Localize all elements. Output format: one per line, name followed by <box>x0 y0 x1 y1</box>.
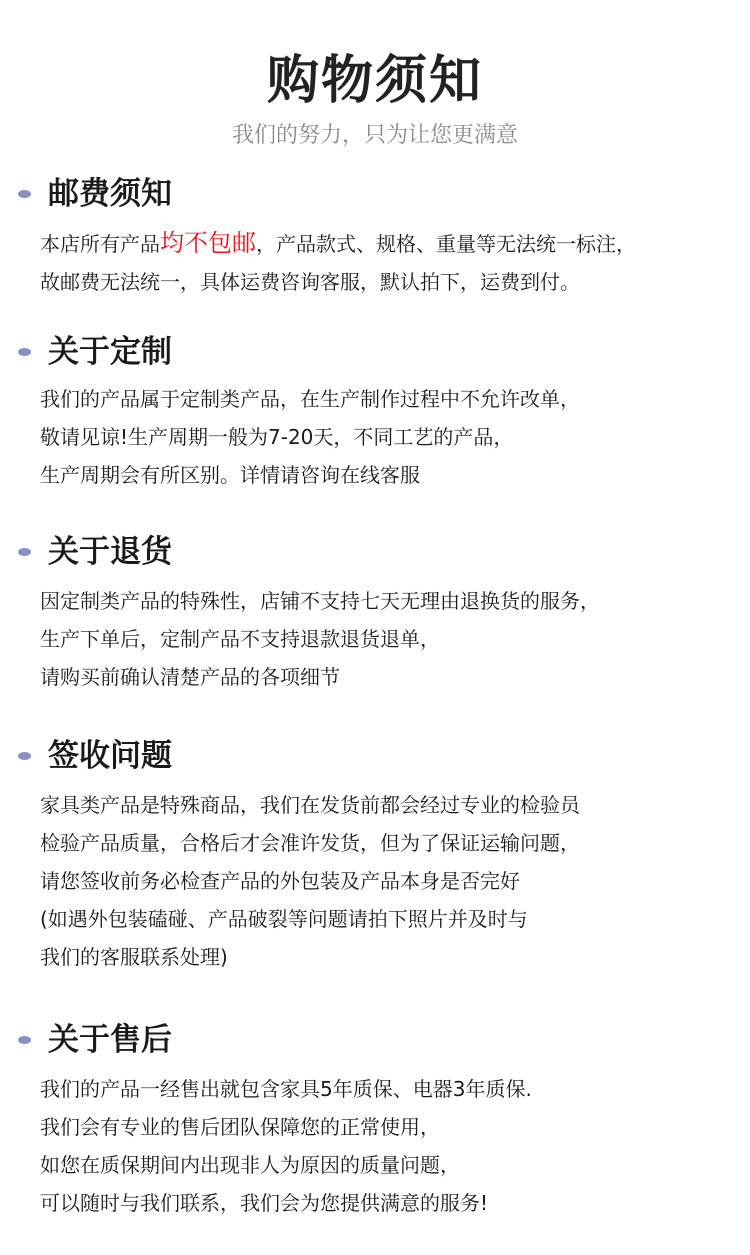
section-custom <box>0 330 750 487</box>
section-title: 关于售后 <box>48 1022 172 1058</box>
bullet-dot <box>18 190 31 198</box>
section-line: 家具类产品是特殊商品，我们在发货前都会经过专业的检验员 <box>40 793 580 817</box>
section-line: 我们的客服联系处理) <box>40 945 228 969</box>
page-subtitle: 我们的努力，只为让您更满意 <box>231 123 518 148</box>
section-title: 关于退货 <box>48 534 172 570</box>
section-title: 关于定制 <box>48 334 172 370</box>
bullet-dot <box>18 348 31 356</box>
highlight-text: 均不包邮 <box>160 229 256 257</box>
section-shipping <box>0 172 750 294</box>
section-title: 邮费须知 <box>48 176 172 212</box>
section-line: 本店所有产品均不包邮，产品款式、规格、重量等无法统一标注， <box>40 229 636 257</box>
section-line: 我们的产品属于定制类产品，在生产制作过程中不允许改单， <box>40 387 580 411</box>
section-line: 生产周期会有所区别。详情请咨询在线客服 <box>40 463 420 487</box>
section-line: 请购买前确认清楚产品的各项细节 <box>40 665 340 689</box>
section-line: 我们会有专业的售后团队保障您的正常使用， <box>40 1115 440 1139</box>
section-line: 请您签收前务必检查产品的外包装及产品本身是否完好 <box>40 869 520 893</box>
section-after-sales <box>0 1018 750 1215</box>
section-line: 如您在质保期间内出现非人为原因的质量问题， <box>40 1153 460 1177</box>
section-line: 敬请见谅!生产周期一般为7-20天，不同工艺的产品， <box>40 425 514 449</box>
section-line: 因定制类产品的特殊性，店铺不支持七天无理由退换货的服务， <box>40 589 600 613</box>
section-line: 生产下单后，定制产品不支持退款退货退单， <box>40 627 440 651</box>
section-line: 我们的产品一经售出就包含家具5年质保、电器3年质保. <box>40 1077 532 1101</box>
section-line: (如遇外包装磕碰、产品破裂等问题请拍下照片并及时与 <box>40 907 528 931</box>
bullet-dot <box>18 752 31 760</box>
bullet-dot <box>18 1036 31 1044</box>
section-returns <box>0 530 750 689</box>
section-line: 可以随时与我们联系，我们会为您提供满意的服务! <box>40 1191 489 1215</box>
section-title: 签收问题 <box>48 738 172 774</box>
section-line: 检验产品质量，合格后才会准许发货，但为了保证运输问题， <box>40 831 580 855</box>
page-title: 购物须知 <box>266 51 483 111</box>
bullet-dot <box>18 548 31 556</box>
section-receipt <box>0 734 750 969</box>
section-line: 故邮费无法统一，具体运费咨询客服，默认拍下，运费到付。 <box>40 270 580 294</box>
